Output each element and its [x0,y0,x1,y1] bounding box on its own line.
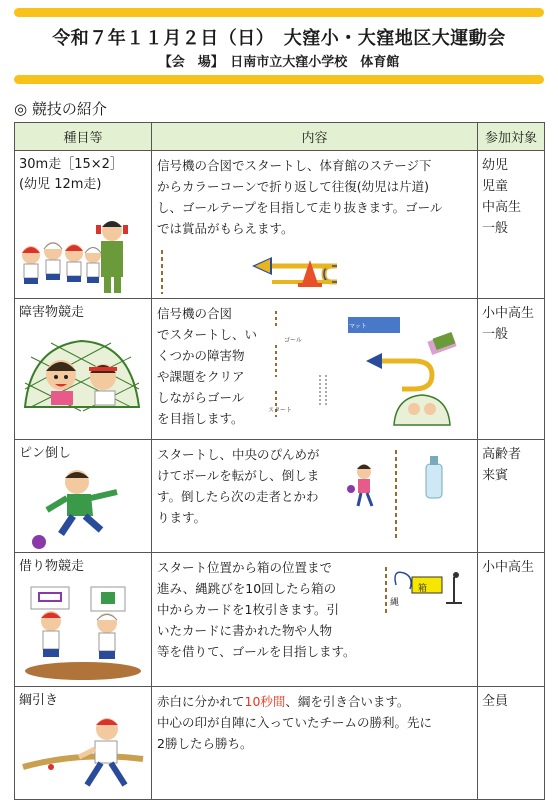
target-item: 来賓 [482,468,509,483]
event-content-cell [152,299,478,440]
target-item: 全員 [482,694,509,709]
event-target-cell [478,553,545,687]
table-row [15,440,545,553]
description-line: くつかの障害物 [157,348,245,363]
event-name-cell [15,299,152,440]
description-line: 2勝したら勝ち。 [157,736,253,751]
table-header-row [15,123,545,151]
event-target-cell [478,299,545,440]
description-line: す。倒したら次の走者とかわ [157,489,319,504]
event-name-cell [15,440,152,553]
target-item: 幼児 [482,158,509,173]
description-line: を目指します。 [157,411,244,426]
event-name: ピン倒し [19,446,72,461]
description-line: でスタートし、い [157,327,258,342]
start-label: スタート [268,407,293,414]
borrowing-children-illustration [21,581,145,681]
course-diagram [152,246,477,298]
goal-label: ゴール [284,337,302,344]
tug-of-war-illustration [21,711,145,795]
target-item: 中高生 [482,200,522,215]
obstacle-course-diagram [264,305,476,435]
description-line: では賞品がもらえます。 [157,221,294,236]
event-name-cell [15,553,152,687]
event-target-cell [478,440,545,553]
header-event: 種目等 [15,123,152,151]
description-line: ります。 [157,510,207,525]
events-table [14,122,545,800]
description-line: スタート位置から箱の位置まで [157,560,333,575]
target-item: 小中高生 [482,306,535,321]
bowling-child-illustration [21,464,145,550]
event-target-cell [478,151,545,299]
event-subname: (幼児 12m走) [19,177,102,192]
obstacle-net-illustration [21,327,143,417]
table-row [15,299,545,440]
bottom-accent-bar [14,75,544,84]
description-line: スタートし、中央のぴんめが [157,447,320,462]
header-content: 内容 [152,123,478,151]
description-line: 信号機の合図 [157,306,233,321]
event-content-cell [152,553,478,687]
description-line: けてボールを転がし、倒しま [157,468,320,483]
description-line: 中心の印が自陣に入っていたチームの勝利。先に [157,715,433,730]
event-name: 障害物競走 [19,305,85,320]
event-name-cell [15,687,152,800]
pin-course-diagram [336,444,476,544]
event-name: 借り物競走 [19,559,85,574]
description-line: 等を借りて、ゴールを目指します。 [157,644,356,659]
duration-highlight: 10秒間 [244,694,286,709]
event-name-cell [15,151,152,299]
target-item: 一般 [482,221,509,236]
running-children-illustration [17,213,147,295]
description-line: しながらゴール [157,390,245,405]
event-name: 綱引き [19,693,59,708]
target-item: 高齢者 [482,447,522,462]
description-fragment: 、綱を引き合います。 [285,694,410,709]
event-name: 30m走［15×2］ [19,157,123,172]
description-line: 中からカードを1枚引きます。引 [157,602,339,617]
description-line: や課題をクリア [157,369,245,384]
table-row [15,687,545,800]
target-item: 児童 [482,179,509,194]
event-content-cell [152,440,478,553]
venue-line: 【会 場】 日南市立大窪小学校 体育館 [158,55,400,70]
target-item: 一般 [482,327,509,342]
table-row [15,151,545,299]
page-title: 令和７年１１月２日（日） 大窪小・大窪地区大運動会 [52,28,506,49]
event-target-cell [478,687,545,800]
description-line: いたカードに書かれた物や人物 [157,623,333,638]
box-label: 箱 [418,584,428,594]
event-content-cell [152,687,478,800]
target-item: 小中高生 [482,560,535,575]
event-content-cell [152,151,478,299]
description-line: し、ゴールテープを目指して走り抜きます。ゴール [157,200,443,215]
description-line: 進み、縄跳びを10回したら箱の [157,581,337,596]
table-row [15,553,545,687]
description-line: からカラーコーンで折り返して往復(幼児は片道) [157,179,430,194]
description-fragment: 赤白に分かれて [157,694,245,709]
mat-label: マット [349,323,367,330]
description-line [157,691,432,712]
top-accent-bar [14,8,544,17]
header-target: 参加対象 [478,123,545,151]
section-title: ◎ 競技の紹介 [14,100,107,118]
description-line: 信号機の合図でスタートし、体育館のステージ下 [157,158,432,173]
rope-label: 縄 [390,598,400,608]
